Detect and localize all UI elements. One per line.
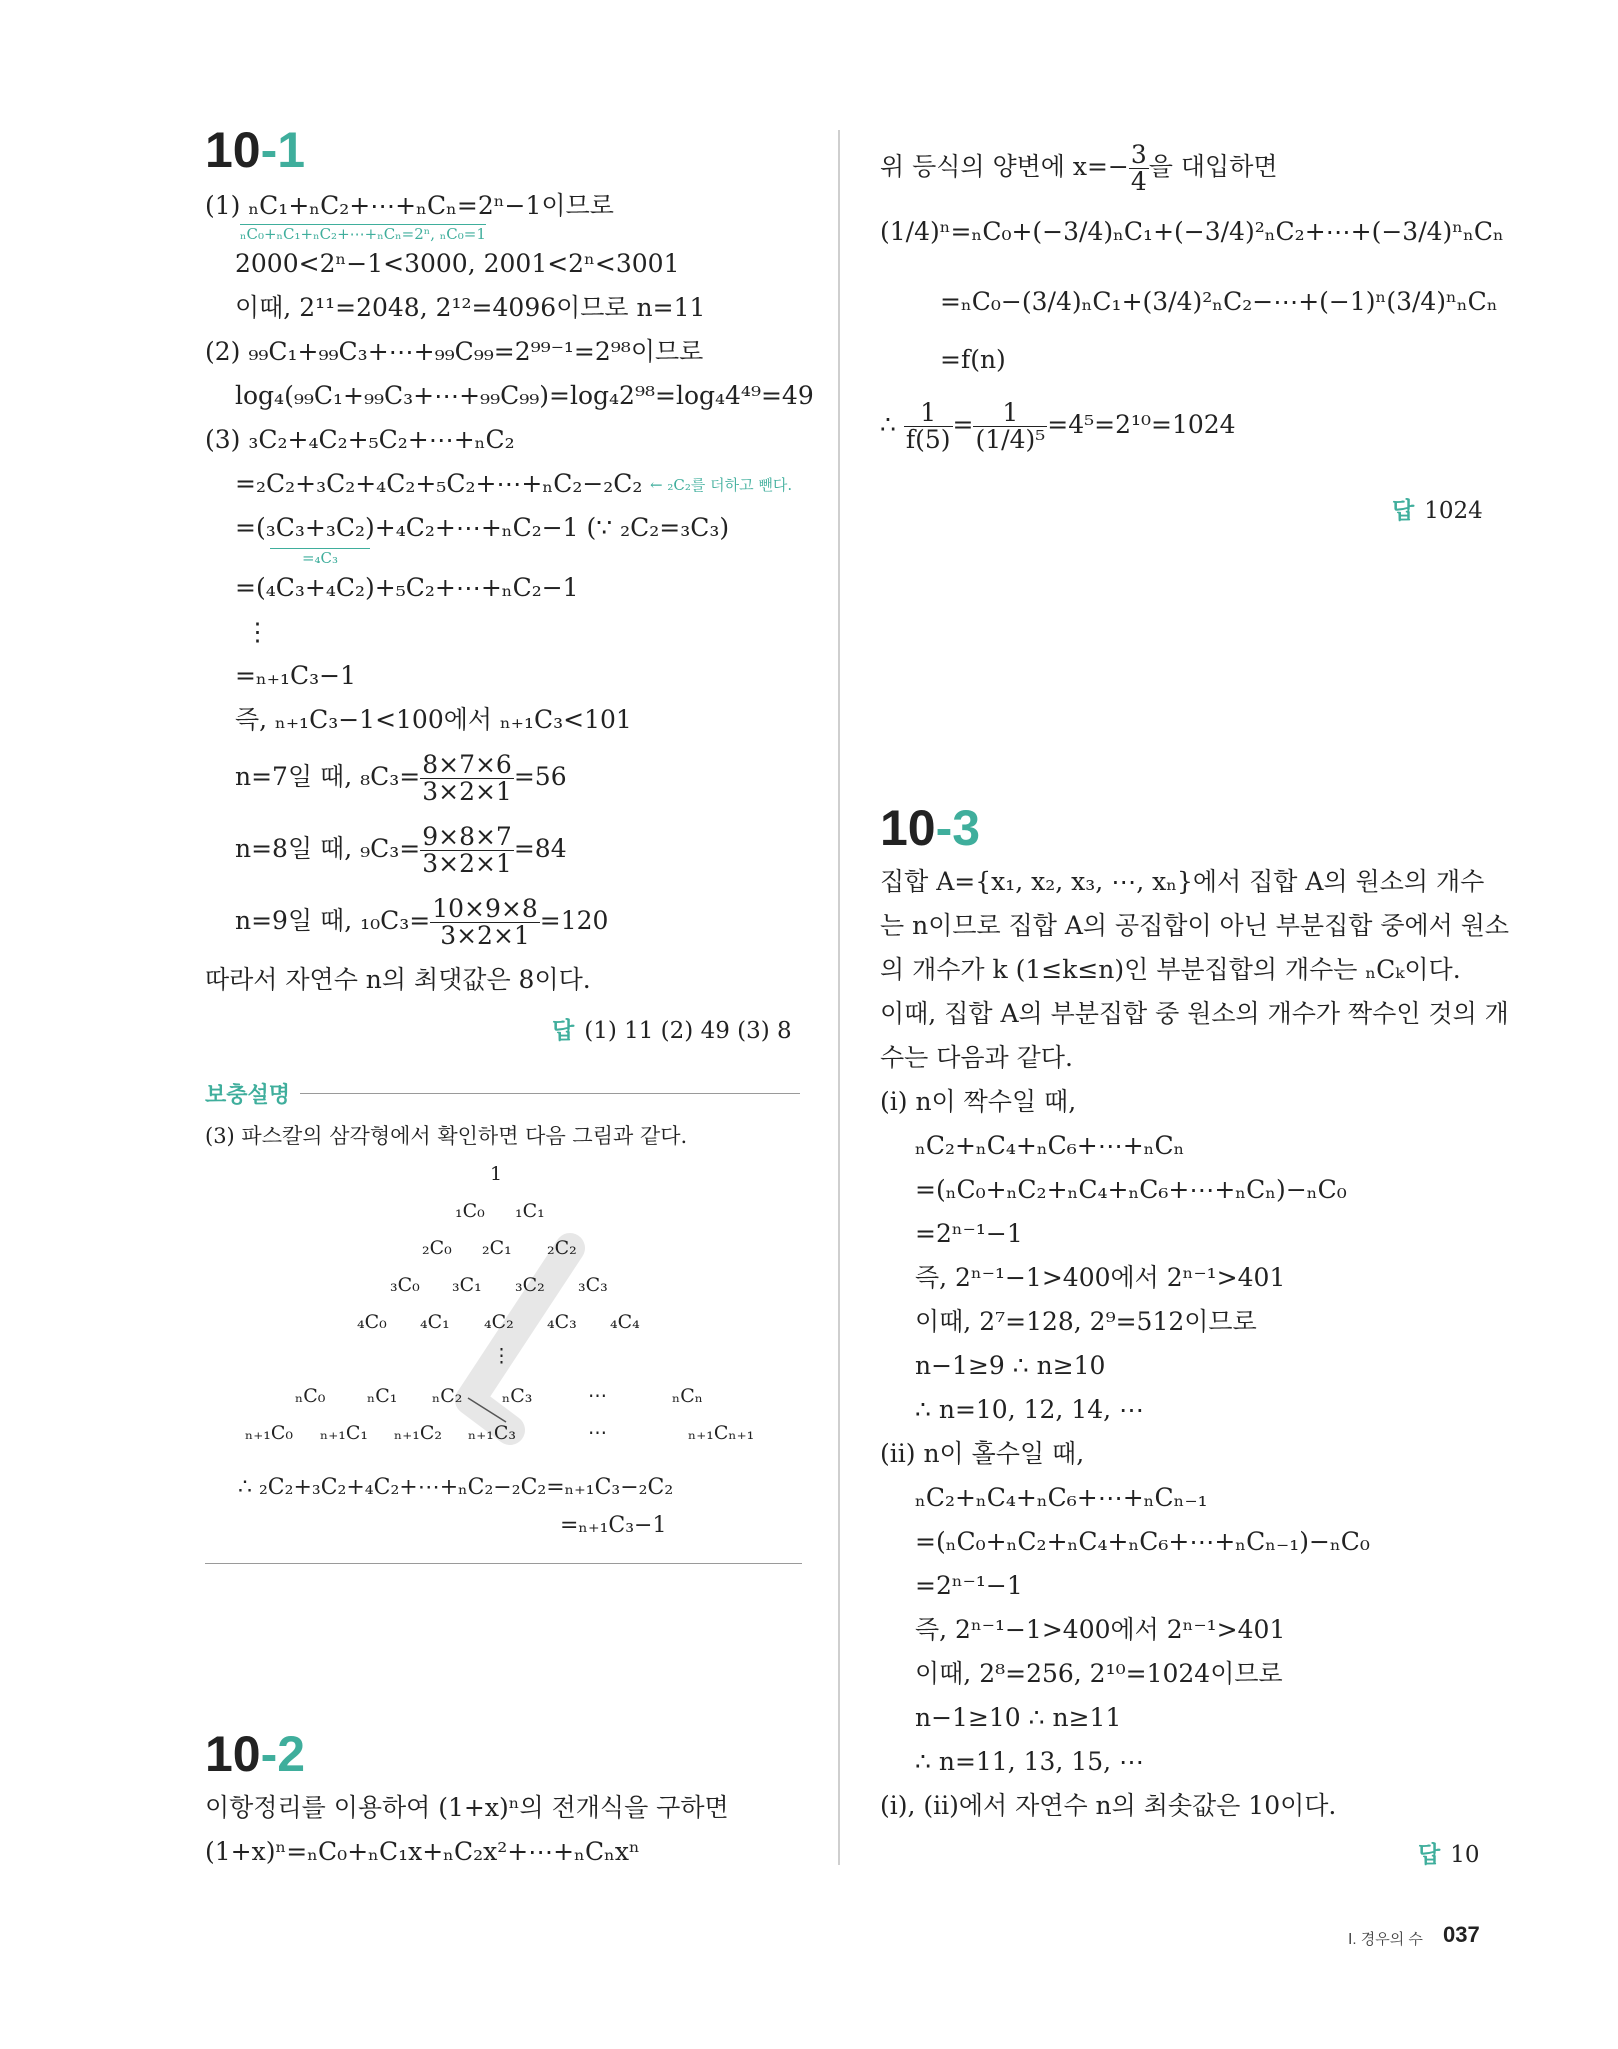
p3-para-3: 의 개수가 k (1≤k≤n)인 부분집합의 개수는 ₙCₖ이다.	[880, 955, 1461, 984]
p1-answer: 답 (1) 11 (2) 49 (3) 8	[552, 1017, 792, 1044]
p2-eq-3: =f(n)	[940, 345, 1006, 374]
pascal-r3-2: ₃C₂	[515, 1274, 545, 1296]
pascal-r3-0: ₃C₀	[390, 1274, 420, 1296]
supplement-title: 보충설명	[205, 1082, 291, 1107]
p1-line-4: (2) ₉₉C₁+₉₉C₃+⋯+₉₉C₉₉=2⁹⁹⁻¹=2⁹⁸이므로	[205, 337, 704, 366]
supplement-result-2: =ₙ₊₁C₃−1	[560, 1513, 667, 1538]
p3-answer: 답 10	[1418, 1841, 1480, 1868]
p2-eq-1: (1/4)ⁿ=ₙC₀+(−3/4)ₙC₁+(−3/4)²ₙC₂+⋯+(−3/4)ⁿₙCₙ	[880, 217, 1504, 246]
p3-case1-4: 즉, 2ⁿ⁻¹−1>400에서 2ⁿ⁻¹>401	[915, 1263, 1286, 1292]
pascal-r7-2: ₙ₊₁C₂	[394, 1422, 443, 1444]
pascal-r7-1: ₙ₊₁C₁	[320, 1422, 369, 1444]
p3-para-2: 는 n이므로 집합 A의 공집합이 아닌 부분집합 중에서 원소	[880, 911, 1510, 940]
p3-case1-5: 이때, 2⁷=128, 2⁹=512이므로	[915, 1307, 1257, 1336]
supplement-line	[300, 1093, 800, 1094]
pascal-r2-1: ₂C₁	[482, 1237, 512, 1259]
pascal-r1-0: ₁C₀	[455, 1200, 485, 1222]
p2-line-1: 이항정리를 이용하여 (1+x)ⁿ의 전개식을 구하면	[205, 1793, 729, 1822]
supplement-result-1: ∴ ₂C₂+₃C₂+₄C₂+⋯+ₙC₂−₂C₂=ₙ₊₁C₃−₂C₂	[238, 1475, 674, 1500]
pascal-r6-0: ₙC₀	[295, 1385, 326, 1407]
pascal-r6-4: ⋯	[588, 1385, 607, 1407]
p1-line-10: ⋮	[245, 617, 270, 646]
pascal-r7-5: ₙ₊₁Cₙ₊₁	[688, 1422, 755, 1444]
p3-case2-3: =2ⁿ⁻¹−1	[915, 1571, 1023, 1600]
pascal-r7-4: ⋯	[588, 1422, 607, 1444]
p1-n9: n=9일 때, ₁₀C₃= $\frac{10\times 9\times 8}{3\times 2\times 1}$ =120	[235, 894, 609, 950]
pascal-r4-1: ₄C₁	[420, 1311, 450, 1333]
p3-para-1: 집합 A={x₁, x₂, x₃, ⋯, xₙ}에서 집합 A의 원소의 개수	[880, 867, 1485, 896]
p2-line-2: (1+x)ⁿ=ₙC₀+ₙC₁x+ₙC₂x²+⋯+ₙCₙxⁿ	[205, 1837, 640, 1866]
p3-para-4: 이때, 집합 A의 부분집합 중 원소의 개수가 짝수인 것의 개	[880, 999, 1509, 1028]
p3-case1-6: n−1≥9 ∴ n≥10	[915, 1351, 1106, 1380]
supplement-end-line	[205, 1563, 802, 1564]
pascal-r1-1: ₁C₁	[515, 1200, 545, 1222]
p3-case1-7: ∴ n=10, 12, 14, ⋯	[915, 1395, 1145, 1424]
pascal-r7-3: ₙ₊₁C₃	[468, 1422, 517, 1444]
pascal-r0-0: 1	[490, 1163, 503, 1185]
pascal-r4-0: ₄C₀	[357, 1311, 387, 1333]
p1-line-7: =₂C₂+₃C₂+₄C₂+₅C₂+⋯+ₙC₂−₂C₂	[235, 469, 643, 498]
p3-case1-0: (i) n이 짝수일 때,	[880, 1087, 1077, 1116]
pascal-r4-2: ₄C₂	[484, 1311, 514, 1333]
p3-case1-3: =2ⁿ⁻¹−1	[915, 1219, 1023, 1248]
problem-number-10-2: 10-2	[205, 1726, 306, 1782]
p1-note-3: =₄C₃	[270, 548, 370, 567]
p1-n8: n=8일 때, ₉C₃= $\frac{9\times 8\times 7}{3\times 2\times 1}$ =84	[235, 822, 567, 878]
p1-line-9: =(₄C₃+₄C₂)+₅C₂+⋯+ₙC₂−1	[235, 573, 579, 602]
p2-eq-2: =ₙC₀−(3/4)ₙC₁+(3/4)²ₙC₂−⋯+(−1)ⁿ(3/4)ⁿₙCₙ	[940, 287, 1498, 316]
p3-case1-2: =(ₙC₀+ₙC₂+ₙC₄+ₙC₆+⋯+ₙCₙ)−ₙC₀	[915, 1175, 1347, 1204]
supplement-desc: (3) 파스칼의 삼각형에서 확인하면 다음 그림과 같다.	[205, 1124, 688, 1148]
p1-line-3: 이때, 2¹¹=2048, 2¹²=4096이므로 n=11	[235, 293, 706, 322]
p2-final: ∴ $\frac{1}{f(5)}$ = $\frac{1}{\text{(1/4)⁵}}$ =4⁵=2¹⁰=1024	[880, 398, 1236, 454]
p1-note-1: ₙC₀+ₙC₁+ₙC₂+⋯+ₙCₙ=2ⁿ, ₙC₀=1	[240, 225, 486, 243]
pascal-r6-1: ₙC₁	[367, 1385, 398, 1407]
p1-line-1: (1) ₙC₁+ₙC₂+⋯+ₙCₙ=2ⁿ−1이므로	[205, 191, 614, 220]
p3-case1-1: ₙC₂+ₙC₄+ₙC₆+⋯+ₙCₙ	[915, 1131, 1185, 1160]
p1-line-8: =(₃C₃+₃C₂)+₄C₂+⋯+ₙC₂−1 (∵ ₂C₂=₃C₃)	[235, 513, 730, 542]
footer-chapter: Ⅰ. 경우의 수	[1348, 1931, 1423, 1948]
p1-line-11: =ₙ₊₁C₃−1	[235, 661, 356, 690]
p1-line-2: 2000<2ⁿ−1<3000, 2001<2ⁿ<3001	[235, 249, 680, 278]
pascal-r2-0: ₂C₀	[422, 1237, 452, 1259]
p2-line-3: 위 등식의 양변에 x=− $\frac{3}{4}$ 을 대입하면	[880, 140, 1278, 196]
p3-para-5: 수는 다음과 같다.	[880, 1043, 1073, 1072]
p3-case2-4: 즉, 2ⁿ⁻¹−1>400에서 2ⁿ⁻¹>401	[915, 1615, 1286, 1644]
p3-case2-1: ₙC₂+ₙC₄+ₙC₆+⋯+ₙCₙ₋₁	[915, 1483, 1208, 1512]
p3-case2-5: 이때, 2⁸=256, 2¹⁰=1024이므로	[915, 1659, 1283, 1688]
pascal-r6-5: ₙCₙ	[672, 1385, 703, 1407]
p2-answer: 답 1024	[1392, 497, 1483, 524]
p1-note-2: ← ₂C₂를 더하고 뺀다.	[650, 476, 793, 494]
pascal-r5-0: ⋮	[492, 1345, 511, 1367]
pascal-r4-3: ₄C₃	[547, 1311, 577, 1333]
p1-line-6: (3) ₃C₂+₄C₂+₅C₂+⋯+ₙC₂	[205, 425, 515, 454]
p3-case2-2: =(ₙC₀+ₙC₂+ₙC₄+ₙC₆+⋯+ₙCₙ₋₁)−ₙC₀	[915, 1527, 1370, 1556]
problem-number-10-1: 10-1	[205, 122, 306, 178]
p3-case2-0: (ii) n이 홀수일 때,	[880, 1439, 1085, 1468]
pascal-r6-3: ₙC₃	[502, 1385, 533, 1407]
pascal-r3-3: ₃C₃	[578, 1274, 608, 1296]
pascal-r3-1: ₃C₁	[452, 1274, 482, 1296]
pascal-r2-2: ₂C₂	[547, 1237, 577, 1259]
column-divider	[838, 130, 840, 1865]
p1-n7: n=7일 때, ₈C₃= $\frac{8\times 7\times 6}{3\times 2\times 1}$ =56	[235, 750, 567, 806]
p3-conclusion: (i), (ii)에서 자연수 n의 최솟값은 10이다.	[880, 1791, 1337, 1820]
p3-case2-6: n−1≥10 ∴ n≥11	[915, 1703, 1122, 1732]
pascal-r6-2: ₙC₂	[432, 1385, 463, 1407]
p3-case2-7: ∴ n=11, 13, 15, ⋯	[915, 1747, 1145, 1776]
problem-number-10-3: 10-3	[880, 800, 981, 856]
pascal-r7-0: ₙ₊₁C₀	[245, 1422, 294, 1444]
p1-conclusion: 따라서 자연수 n의 최댓값은 8이다.	[205, 965, 591, 994]
p1-line-12: 즉, ₙ₊₁C₃−1<100에서 ₙ₊₁C₃<101	[235, 705, 632, 734]
p1-line-5: log₄(₉₉C₁+₉₉C₃+⋯+₉₉C₉₉)=log₄2⁹⁸=log₄4⁴⁹=49	[235, 381, 814, 410]
page-number: 037	[1443, 1922, 1480, 1947]
pascal-r4-4: ₄C₄	[610, 1311, 640, 1333]
